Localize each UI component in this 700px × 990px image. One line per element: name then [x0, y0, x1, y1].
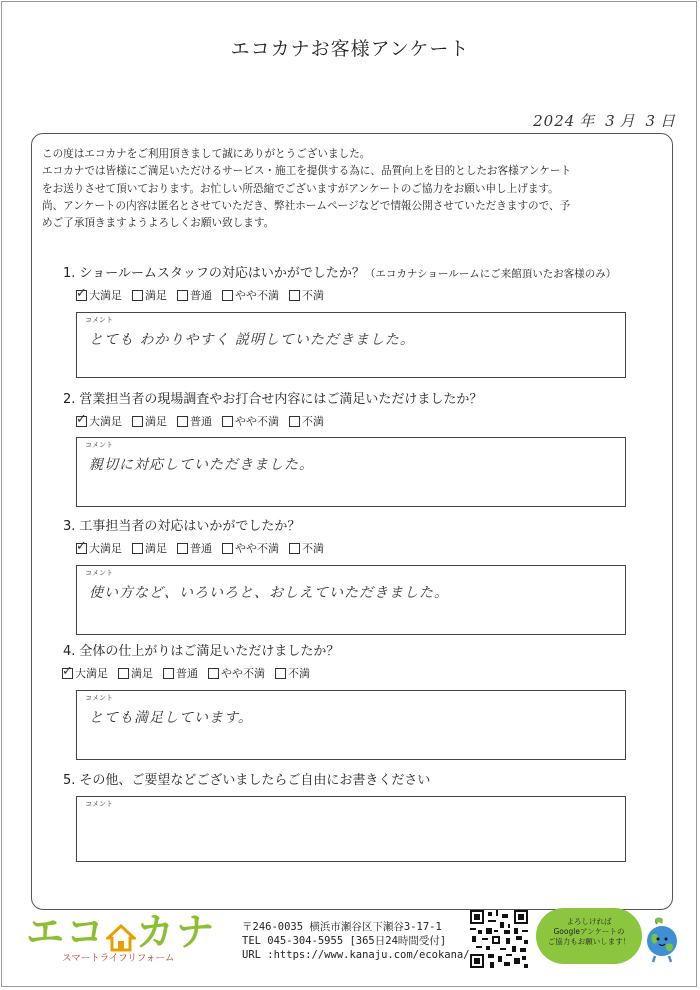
date-month-unit: 月 [619, 112, 636, 130]
rating-checkbox[interactable] [222, 416, 233, 427]
handwritten-comment: とても わかりやすく 説明していただきました。 [89, 332, 415, 348]
rating-checkbox[interactable] [208, 668, 219, 679]
rating-option-label: 大満足 [89, 289, 122, 302]
rating-checkbox[interactable] [177, 543, 188, 554]
question-number: 1. [63, 266, 76, 281]
comment-box[interactable] [76, 437, 626, 507]
rating-option[interactable] [289, 287, 324, 303]
question-3 [63, 515, 633, 556]
handwritten-comment: 使い方など、いろいろと、おしえていただきました。 [89, 585, 449, 601]
question-number: 3. [63, 519, 76, 534]
rating-option-label: 大満足 [75, 667, 108, 680]
house-icon [106, 920, 136, 950]
rating-option[interactable] [177, 413, 212, 429]
rating-option-label: 満足 [131, 667, 153, 680]
comment-label: コメント [85, 316, 113, 324]
rating-option[interactable] [132, 287, 167, 303]
ecokana-logo [26, 912, 216, 964]
comment-label: コメント [85, 800, 113, 808]
date-year-unit: 年 [579, 112, 596, 130]
rating-option-label: やや不満 [221, 667, 265, 680]
question-note: （エコカナショールームにご来館頂いたお客様のみ） [364, 268, 617, 280]
qr-code-icon[interactable] [470, 910, 528, 968]
logo-text-eco: エコ [26, 910, 107, 954]
question-label: ショールームスタッフの対応はいかがでしたか？ [79, 266, 365, 281]
rating-checkbox[interactable] [275, 668, 286, 679]
date-month: 3 [605, 112, 616, 130]
comment-box[interactable] [76, 312, 626, 378]
rating-option-label: 普通 [190, 415, 212, 428]
question-number: 5. [63, 773, 76, 788]
rating-option-label: 普通 [176, 667, 198, 680]
handwritten-comment: とても満足しています。 [89, 710, 253, 726]
company-contact [242, 920, 470, 962]
question-label: 全体の仕上がりはご満足いただけましたか？ [79, 644, 340, 659]
comment-box[interactable] [76, 796, 626, 862]
rating-checkbox[interactable] [177, 416, 188, 427]
comment-box[interactable] [76, 565, 626, 635]
comment-label: コメント [85, 694, 113, 702]
date-year: 2024 [533, 112, 576, 130]
rating-option[interactable] [132, 540, 167, 556]
question-text [63, 262, 633, 281]
rating-option-label: 大満足 [89, 542, 122, 555]
rating-option[interactable] [76, 287, 122, 303]
rating-checkbox[interactable] [132, 290, 143, 301]
logo-subtitle: スマートライフリフォーム [62, 953, 175, 964]
rating-option[interactable] [177, 287, 212, 303]
rating-option[interactable] [275, 665, 310, 681]
rating-option[interactable] [289, 413, 324, 429]
earth-mascot-icon [640, 915, 684, 965]
intro-text [42, 146, 662, 232]
question-text [63, 769, 633, 788]
intro-line: をお送りさせて頂いております。お忙しい所恐縮でございますがアンケートのご協力をお願い申し上げます。 [42, 182, 559, 195]
page-title: エコカナお客様アンケート [230, 38, 470, 60]
rating-option-label: 満足 [145, 289, 167, 302]
logo-text-kana: カナ [136, 910, 217, 954]
rating-option[interactable] [118, 665, 153, 681]
check-mark-icon: ✓ [76, 411, 87, 427]
intro-line: エコカナでは皆様にご満足いただけるサービス・施工を提供する為に、品質向上を目的としたお客様アンケート [42, 165, 572, 178]
question-label: 営業担当者の現場調査やお打合せ内容にはご満足いただけましたか？ [79, 392, 483, 407]
rating-option-label: 不満 [302, 415, 324, 428]
rating-checkbox[interactable] [62, 663, 73, 679]
question-text [63, 640, 633, 659]
comment-box[interactable] [76, 690, 626, 760]
rating-checkbox[interactable] [132, 416, 143, 427]
rating-option-label: 不満 [302, 542, 324, 555]
intro-line: めご了承頂きますようよろしくお願い致します。 [42, 217, 275, 230]
rating-checkbox[interactable] [289, 543, 300, 554]
rating-option-label: 不満 [288, 667, 310, 680]
tel-line: TEL 045-304-5955 [365日24時間受付] [242, 935, 447, 947]
rating-option[interactable] [208, 665, 265, 681]
rating-option[interactable] [222, 287, 279, 303]
rating-option[interactable] [222, 413, 279, 429]
rating-option-label: 満足 [145, 415, 167, 428]
rating-checkbox[interactable] [76, 411, 87, 427]
check-mark-icon: ✓ [76, 285, 87, 301]
rating-checkbox[interactable] [289, 290, 300, 301]
check-mark-icon: ✓ [76, 538, 87, 554]
rating-checkbox[interactable] [177, 290, 188, 301]
rating-checkbox[interactable] [289, 416, 300, 427]
survey-date [529, 110, 676, 131]
rating-checkbox[interactable] [118, 668, 129, 679]
rating-option-label: 大満足 [89, 415, 122, 428]
rating-choices [76, 287, 633, 303]
bubble-line: よろしければ [566, 917, 612, 926]
handwritten-comment: 親切に対応していただきました。 [89, 457, 314, 473]
comment-label: コメント [85, 569, 113, 577]
rating-option-label: やや不満 [235, 542, 279, 555]
rating-option[interactable] [62, 665, 108, 681]
question-text [63, 515, 633, 534]
rating-option-label: 不満 [302, 289, 324, 302]
rating-option[interactable] [222, 540, 279, 556]
question-number: 4. [63, 644, 76, 659]
rating-option[interactable] [132, 413, 167, 429]
date-day-unit: 日 [659, 112, 676, 130]
rating-option-label: やや不満 [235, 289, 279, 302]
question-text [63, 388, 633, 407]
bubble-line: ご協力もお願いします！ [547, 937, 631, 946]
url-line[interactable]: URL :https://www.kanaju.com/ecokana/ [242, 949, 470, 961]
rating-option[interactable] [76, 413, 122, 429]
rating-checkbox[interactable] [132, 543, 143, 554]
check-mark-icon: ✓ [62, 663, 73, 679]
question-label: 工事担当者の対応はいかがでしたか？ [79, 519, 301, 534]
rating-choices [76, 540, 633, 556]
question-number: 2. [63, 392, 76, 407]
rating-checkbox[interactable] [222, 543, 233, 554]
rating-option[interactable] [76, 540, 122, 556]
rating-option-label: 満足 [145, 542, 167, 555]
rating-checkbox[interactable] [76, 538, 87, 554]
question-2 [63, 388, 633, 429]
rating-option-label: 普通 [190, 289, 212, 302]
date-day: 3 [645, 112, 656, 130]
rating-option-label: 普通 [190, 542, 212, 555]
rating-choices [76, 413, 633, 429]
rating-checkbox[interactable] [76, 285, 87, 301]
address-line: 〒246-0035 横浜市瀬谷区下瀬谷3-17-1 [242, 921, 442, 933]
rating-option[interactable] [177, 540, 212, 556]
intro-line: 尚、アンケートの内容は匿名とさせていただき、弊社ホームページなどで情報公開させていただきますので、予 [42, 199, 571, 212]
comment-label: コメント [85, 441, 113, 449]
rating-checkbox[interactable] [163, 668, 174, 679]
question-1 [63, 262, 633, 303]
rating-option-label: やや不満 [235, 415, 279, 428]
question-4 [63, 640, 633, 681]
rating-option[interactable] [163, 665, 198, 681]
bubble-line: Googleアンケートの [553, 927, 625, 936]
question-5 [63, 769, 633, 788]
intro-line: この度はエコカナをご利用頂きまして誠にありがとうございました。 [42, 148, 371, 160]
rating-option[interactable] [289, 540, 324, 556]
google-survey-bubble [536, 908, 642, 964]
rating-checkbox[interactable] [222, 290, 233, 301]
question-label: その他、ご要望などございましたらご自由にお書きください [79, 773, 431, 788]
rating-choices [62, 665, 633, 681]
